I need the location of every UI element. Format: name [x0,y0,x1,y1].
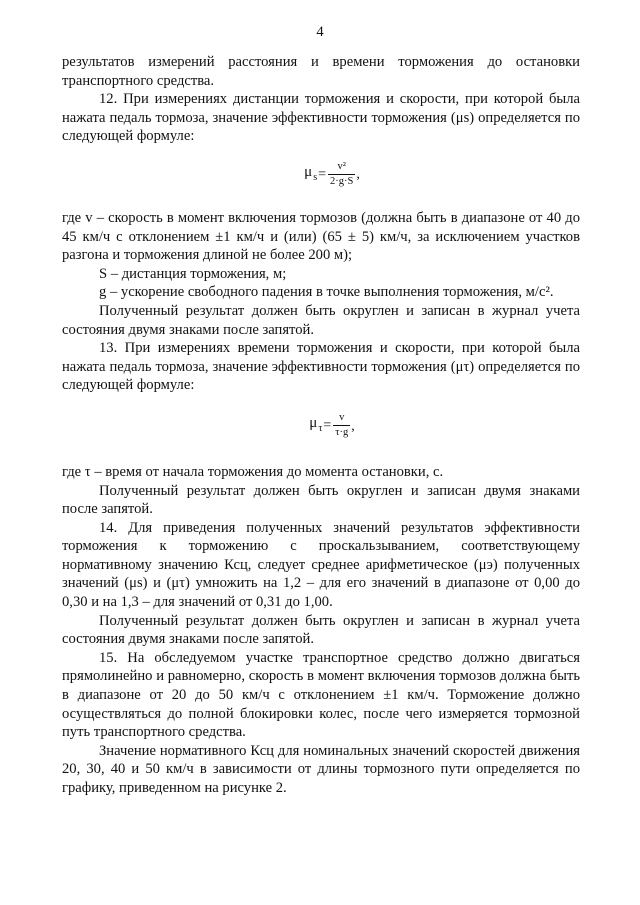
paragraph-normative-value: Значение нормативного Ксц для номинальных значений скоростей движения 20, 30, 40 и 50 км/ч в зависимости от длины тормозного пути определяется по графику, приведенном на рисунке 2. [62,742,580,796]
formula-mu-s [62,153,580,197]
paragraph-where-v: где v – скорость в момент включения тормозов (должна быть в диапазоне от 40 до 45 км/ч с отклонением ±1 км/ч и (или) (65 ± 5) км/ч, за исключением участков разгона и торможения длиной не более 200 м); [62,209,580,264]
formula-mu-tau-subscript: τ [318,422,323,434]
formula-mu-tau-fraction [333,412,350,439]
paragraph-15: 15. На обследуемом участке транспортное средство должно двигаться прямолинейно и равномерно, скорость в момент включения тормозов должна быть в диапазоне от 20 до 50 км/ч с отклонением ±1 км/ч. Торможение должно осуществляться до полной блокировки колес, после чего измеряется тормозной путь транспортного средства. [62,649,580,741]
paragraph-where-tau: где τ – время от начала торможения до момента остановки, с. [62,463,444,480]
paragraph-rounding-3: Полученный результат должен быть округлен и записан в журнал учета состояния двумя знаками после запятой. [62,612,580,648]
formula-mu-s-comma: , [356,167,360,183]
fraction-bar [328,174,355,175]
formula-mu-tau-numerator: v [339,412,345,424]
formula-mu-tau-symbol: μ [309,414,318,431]
paragraph-s-definition: S – дистанция торможения, м; [99,265,287,282]
paragraph-12: 12. При измерениях дистанции торможения и скорости, при которой была нажата педаль тормоза, значение эффективности торможения (μs) определяется по следующей формуле: [62,91,580,145]
paragraph-13: 13. При измерениях времени торможения и скорости, при которой была нажата педаль тормоза, значение эффективности торможения (μτ) определяется по следующей формуле: [62,340,580,394]
paragraph-rounding-2: Полученный результат должен быть округлен и записан двумя знаками после запятой. [62,482,580,518]
formula-mu-s-symbol: μ [304,163,313,180]
body-text [62,53,580,798]
formula-mu-tau [62,403,580,449]
formula-mu-tau-comma: , [351,419,355,435]
paragraph-14: 14. Для приведения полученных значений результатов эффективности торможения к торможению с проскальзыванием, соответствующему нормативному значению Ксц, следует среднее арифметическое (μэ) полученных значений (μs) и (μτ) умножить на 1,2 – для его значений в диапазоне от 0,00 до 0,30 и на 1,3 – для значений от 0,31 до 1,00. [62,519,580,611]
formula-mu-s-numerator: v² [337,161,346,173]
paragraph-rounding-1: Полученный результат должен быть округлен и записан в журнал учета состояния двумя знаками после запятой. [62,302,580,338]
formula-mu-tau-lhs [309,414,322,439]
formula-mu-s-fraction [328,161,355,188]
fraction-bar [333,425,350,426]
formula-mu-s-lhs [304,163,317,188]
paragraph-continuation: результатов измерений расстояния и времени торможения до остановки транспортного средства. [62,54,580,89]
formula-mu-s-subscript: s [313,171,318,183]
formula-mu-tau-equals: = [323,417,332,433]
formula-mu-s-equals: = [318,166,326,182]
page-number: 4 [316,24,324,40]
paragraph-g-definition: g – ускорение свободного падения в точке выполнения торможения, м/с². [99,284,554,301]
formula-mu-tau-denominator: τ·g [335,427,349,439]
formula-mu-s-denominator: 2·g·S [330,176,354,188]
